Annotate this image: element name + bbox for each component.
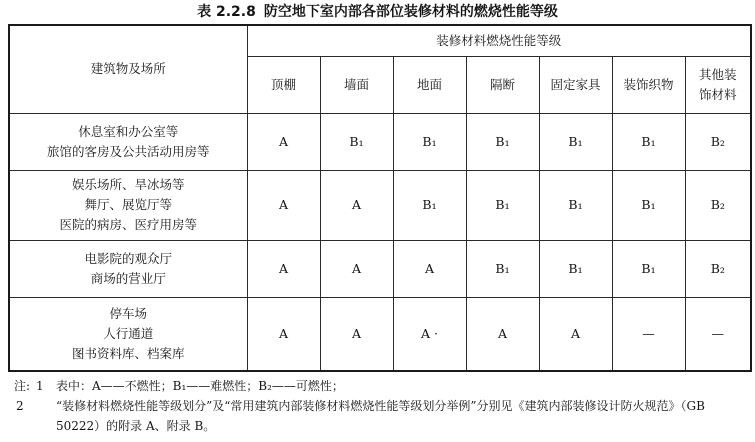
note-text: “装修材料燃烧性能等级划分”及“常用建筑内部装修材料燃烧性能等级划分举例”分别见《建筑内部装修设计防火规范》（GB 50222）的附录 A、附录 B。: [56, 399, 705, 433]
fire-rating-table: [8, 24, 752, 372]
column-header: 隔断: [466, 56, 539, 113]
grade-cell: B₁: [393, 170, 466, 240]
grade-cell: B₁: [320, 113, 393, 170]
grade-cell: A: [247, 297, 320, 371]
place-cell: [9, 113, 247, 170]
place-label: 停车场: [109, 305, 147, 321]
table-caption: [0, 2, 755, 22]
grade-cell: A ·: [393, 297, 466, 371]
grade-cell: B₁: [612, 240, 685, 297]
place-label: 图书资料库、档案库: [71, 345, 185, 361]
grade-cell: A: [539, 297, 612, 371]
place-label: 电影院的观众厅: [84, 250, 172, 266]
grade-cell: B₂: [685, 113, 751, 170]
grade-cell: B₁: [466, 113, 539, 170]
place-label: 休息室和办公室等: [78, 123, 179, 139]
place-label: 商场的营业厅: [90, 270, 166, 286]
grade-cell: A: [320, 297, 393, 371]
column-header: 固定家具: [539, 56, 612, 113]
note-text: 表中：A——不燃性；B₁——难燃性；B₂——可燃性；: [56, 379, 344, 393]
table-row: [9, 113, 751, 170]
grade-cell: B₁: [539, 170, 612, 240]
column-header: [685, 56, 751, 113]
column-header: 顶棚: [247, 56, 320, 113]
table-notes: [14, 376, 744, 436]
grade-cell: A: [247, 240, 320, 297]
grade-cell: A: [247, 170, 320, 240]
grade-cell: A: [320, 170, 393, 240]
place-cell: [9, 170, 247, 240]
table-row: [9, 170, 751, 240]
group-header-cell: 装修材料燃烧性能等级: [247, 25, 751, 56]
place-label: 旅馆的客房及公共活动用房等: [46, 143, 210, 159]
grade-cell: A: [393, 240, 466, 297]
column-header-line: 其他装: [699, 66, 737, 82]
table-title: 防空地下室内部各部位装修材料的燃烧性能等级: [263, 4, 558, 20]
grade-cell: B₁: [612, 170, 685, 240]
table-number: 表 2.2.8: [197, 4, 256, 20]
grade-cell: B₁: [539, 113, 612, 170]
column-header: 地面: [393, 56, 466, 113]
place-label: 舞厅、展览厅等: [84, 197, 172, 212]
grade-cell: —: [685, 297, 751, 371]
note-lead: 注:: [14, 379, 31, 393]
grade-cell: B₂: [685, 240, 751, 297]
row-header-cell: 建筑物及场所: [9, 25, 247, 113]
place-cell: [9, 297, 247, 371]
place-cell: [9, 240, 247, 297]
note-number: 1: [36, 379, 44, 393]
table-row: [9, 297, 751, 371]
column-header-line: 饰材料: [699, 86, 737, 102]
place-label: 人行通道: [103, 325, 154, 341]
grade-cell: A: [320, 240, 393, 297]
column-header: 装饰织物: [612, 56, 685, 113]
note-number: 2: [16, 399, 24, 413]
grade-cell: B₁: [539, 240, 612, 297]
note-item: [14, 376, 744, 396]
column-header: 墙面: [320, 56, 393, 113]
grade-cell: A: [247, 113, 320, 170]
grade-cell: —: [612, 297, 685, 371]
table-row: [9, 240, 751, 297]
place-label: 医院的病房、医疗用房等: [59, 217, 197, 232]
place-label: 娱乐场所、旱冰场等: [71, 177, 185, 192]
note-item: [14, 396, 744, 436]
grade-cell: B₁: [612, 113, 685, 170]
grade-cell: B₁: [466, 170, 539, 240]
grade-cell: A: [466, 297, 539, 371]
grade-cell: B₁: [466, 240, 539, 297]
grade-cell: B₁: [393, 113, 466, 170]
grade-cell: B₂: [685, 170, 751, 240]
